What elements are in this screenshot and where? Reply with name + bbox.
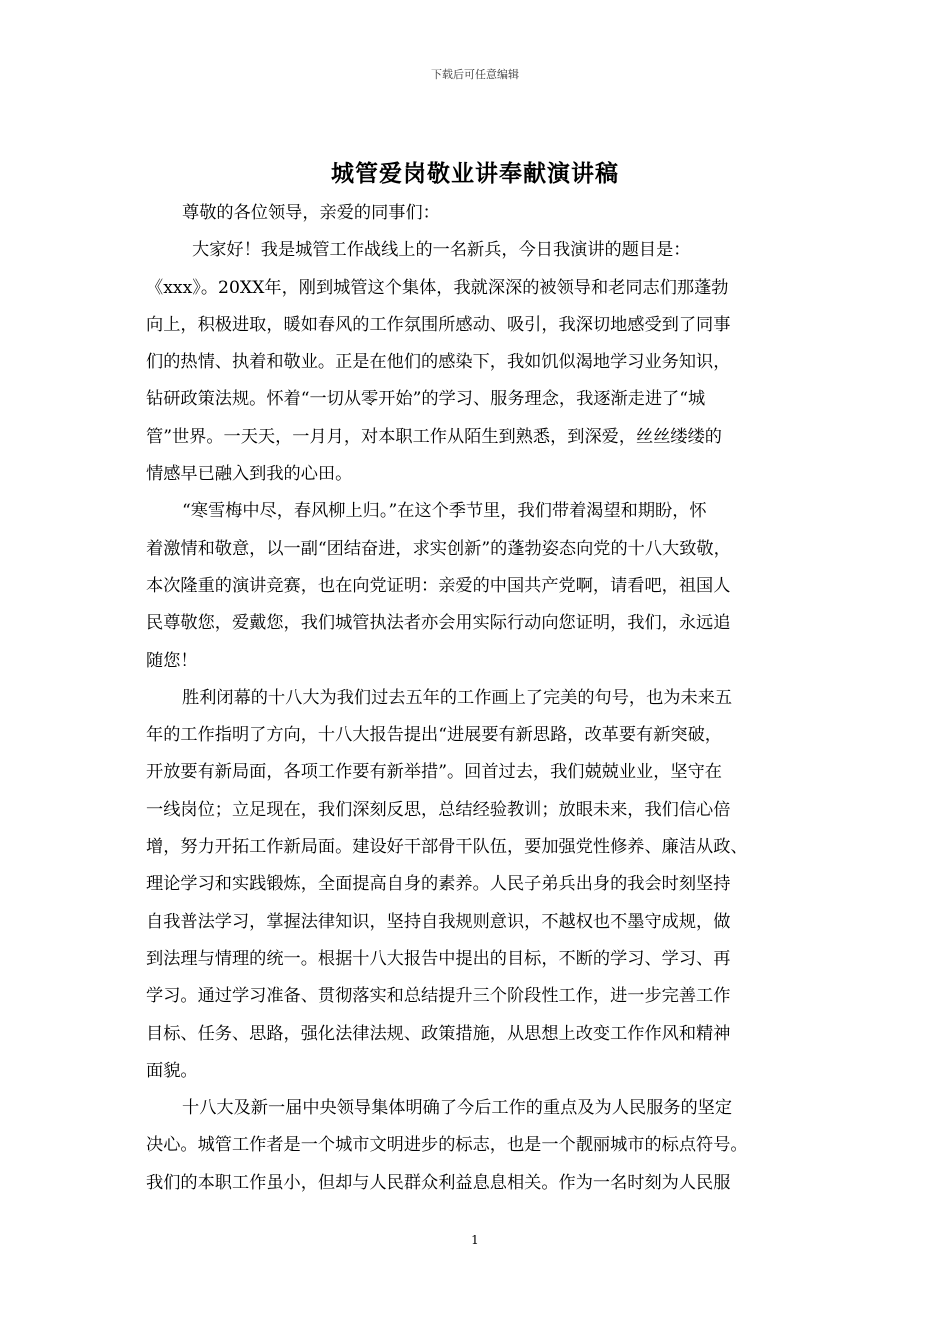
text-line: 随您！ <box>146 650 198 671</box>
text-line: 们的热情、执着和敬业。正是在他们的感染下，我如饥似渴地学习业务知识， <box>146 352 731 373</box>
text-line: 着激情和敬意，以一副“团结奋进，求实创新”的蓬勃姿态向党的十八大致敬， <box>146 538 731 559</box>
text-line: 本次隆重的演讲竞赛，也在向党证明：亲爱的中国共产党啊，请看吧，祖国人 <box>146 575 731 596</box>
text-line: 自我普法学习，掌握法律知识，坚持自我规则意识，不越权也不墨守成规，做 <box>146 911 731 932</box>
text-line: 情感早已融入到我的心田。 <box>146 464 353 485</box>
document-body <box>146 195 822 1202</box>
text-line: “寒雪梅中尽，春风柳上归。”在这个季节里，我们带着渴望和期盼，怀 <box>182 501 707 522</box>
text-line: 《xxx》。20XX年，刚到城管这个集体，我就深深的被领导和老同志们那蓬勃 <box>146 277 729 298</box>
text-line: 钻研政策法规。怀着“一切从零开始”的学习、服务理念，我逐渐走进了“城 <box>146 389 706 410</box>
text-line: 我们的本职工作虽小，但却与人民群众利益息息相关。作为一名时刻为人民服 <box>146 1172 731 1193</box>
page-number: 1 <box>471 1233 479 1247</box>
text-line: 面貌。 <box>146 1060 198 1081</box>
document-title: 城管爱岗敬业讲奉献演讲稿 <box>331 161 619 187</box>
text-line: 增，努力开拓工作新局面。建设好干部骨干队伍，要加强党性修养、廉洁从政、 <box>146 837 748 858</box>
text-line: 决心。城管工作者是一个城市文明进步的标志，也是一个靓丽城市的标点符号。 <box>146 1135 748 1156</box>
text-line: 十八大及新一届中央领导集体明确了今后工作的重点及为人民服务的坚定 <box>182 1098 733 1119</box>
text-line: 尊敬的各位领导，亲爱的同事们： <box>182 203 440 223</box>
text-line: 向上，积极进取，暖如春风的工作氛围所感动、吸引，我深切地感受到了同事 <box>146 314 731 335</box>
text-line: 民尊敬您，爱戴您，我们城管执法者亦会用实际行动向您证明，我们，永远追 <box>146 613 731 634</box>
text-line: 大家好！我是城管工作战线上的一名新兵，今日我演讲的题目是： <box>192 240 691 261</box>
text-line: 学习。通过学习准备、贯彻落实和总结提升三个阶段性工作，进一步完善工作 <box>146 986 731 1007</box>
text-line: 年的工作指明了方向，十八大报告提出“进展要有新思路，改革要有新突破， <box>146 725 722 746</box>
text-line: 目标、任务、思路，强化法律法规、政策措施，从思想上改变工作作风和精神 <box>146 1023 731 1044</box>
text-line: 管”世界。一天天，一月月，对本职工作从陌生到熟悉，到深爱，丝丝缕缕的 <box>146 426 722 447</box>
page-header: 下载后可任意编辑 <box>431 68 519 81</box>
text-line: 开放要有新局面，各项工作要有新举措”。回首过去，我们兢兢业业，坚守在 <box>146 762 722 783</box>
text-line: 理论学习和实践锻炼，全面提高自身的素养。人民子弟兵出身的我会时刻坚持 <box>146 874 731 895</box>
text-line: 一线岗位；立足现在，我们深刻反思，总结经验教训；放眼未来，我们信心倍 <box>146 799 731 820</box>
text-line: 到法理与情理的统一。根据十八大报告中提出的目标，不断的学习、学习、再 <box>146 948 731 969</box>
text-line: 胜利闭幕的十八大为我们过去五年的工作画上了完美的句号，也为未来五 <box>182 687 733 708</box>
